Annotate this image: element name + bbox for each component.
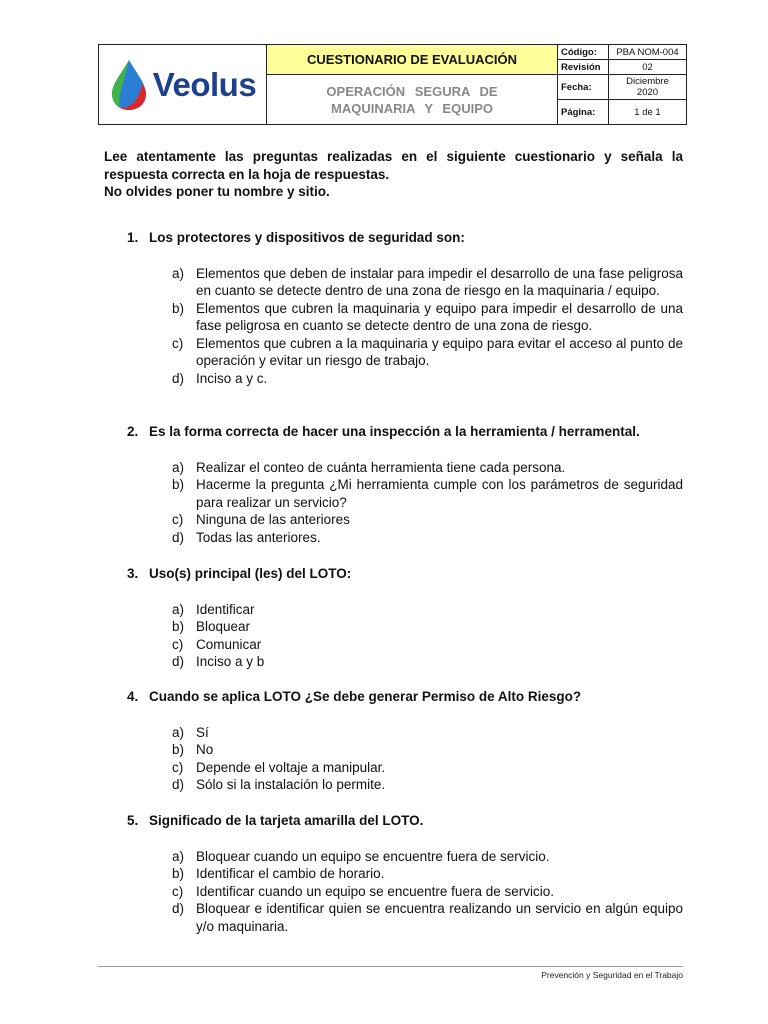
- option-text: Sí: [196, 724, 209, 740]
- pagina-label: Página:: [558, 100, 609, 124]
- option-text: Inciso a y b: [196, 654, 265, 669]
- document-metadata: [558, 45, 686, 124]
- option-b: [172, 618, 683, 636]
- fecha-value: [609, 75, 686, 99]
- question-number: 3.: [127, 566, 139, 581]
- options-list: [127, 265, 683, 388]
- question-3: [127, 565, 683, 671]
- question-text: Es la forma correcta de hacer una inspección a la herramienta / herramental.: [149, 424, 640, 439]
- option-text: Hacerme la pregunta ¿Mi herramienta cumple con los parámetros de seguridad para realizar un servicio?: [196, 477, 683, 510]
- question-number: 5.: [127, 813, 139, 828]
- option-c: [172, 759, 683, 777]
- option-letter: c): [172, 335, 184, 351]
- option-letter: b): [172, 619, 185, 634]
- question-title: [127, 812, 683, 830]
- question-title: [127, 565, 683, 583]
- option-a: [172, 724, 683, 742]
- option-a: [172, 459, 683, 477]
- revision-label: Revisión: [558, 60, 609, 74]
- option-text: Depende el voltaje a manipular.: [196, 759, 386, 775]
- option-a: [172, 848, 683, 866]
- codigo-value: PBA NOM-004: [616, 46, 679, 58]
- instructions: [104, 148, 683, 201]
- option-a: [172, 265, 683, 300]
- fecha-year: 2020: [636, 87, 659, 98]
- meta-revision: [558, 60, 686, 75]
- option-a: [172, 601, 683, 619]
- option-letter: b): [172, 742, 185, 757]
- option-c: [172, 883, 683, 901]
- question-number: 2.: [127, 424, 139, 439]
- footer-text: Prevención y Seguridad en el Trabajo: [541, 970, 683, 980]
- option-text: Identificar cuando un equipo se encuentre fuera de servicio.: [196, 883, 554, 899]
- option-d: [172, 529, 683, 547]
- document-title: CUESTIONARIO DE EVALUACIÓN: [267, 45, 557, 75]
- question-2: [127, 423, 683, 546]
- option-letter: b): [172, 477, 185, 492]
- option-letter: a): [172, 459, 185, 475]
- option-text: Comunicar: [196, 636, 262, 652]
- option-letter: d): [172, 901, 185, 916]
- question-4: [127, 688, 683, 794]
- option-b: [172, 476, 683, 511]
- question-1: [127, 229, 683, 387]
- question-text: Cuando se aplica LOTO ¿Se debe generar Permiso de Alto Riesgo?: [149, 689, 582, 704]
- option-b: [172, 300, 683, 335]
- options-list: [127, 724, 683, 794]
- question-text: Significado de la tarjeta amarilla del LOTO.: [149, 813, 424, 828]
- subtitle-line-2: MAQUINARIA Y EQUIPO: [330, 100, 493, 116]
- option-d: [172, 900, 683, 935]
- option-letter: c): [172, 636, 184, 652]
- option-letter: d): [172, 529, 185, 545]
- meta-pagina: [558, 100, 686, 124]
- question-title: [127, 688, 683, 706]
- option-text: Bloquear cuando un equipo se encuentre fuera de servicio.: [196, 848, 550, 864]
- instructions-line-2: No olvides poner tu nombre y sitio.: [104, 184, 330, 199]
- logo: [99, 45, 267, 124]
- question-number: 1.: [127, 230, 139, 245]
- option-letter: c): [172, 883, 184, 899]
- option-letter: d): [172, 370, 185, 386]
- meta-fecha: [558, 75, 686, 100]
- option-c: [172, 335, 683, 370]
- option-text: Inciso a y c.: [196, 370, 268, 386]
- option-letter: d): [172, 777, 185, 792]
- title-cell: [267, 45, 558, 124]
- fecha-month: Diciembre: [626, 76, 669, 87]
- option-text: Identificar: [196, 601, 255, 617]
- fecha-label: Fecha:: [558, 75, 609, 99]
- option-text: Bloquear e identificar quien se encuentra realizando un servicio en algún equipo y/o maquinaria.: [196, 901, 683, 934]
- option-text: Realizar el conteo de cuánta herramienta tiene cada persona.: [196, 459, 566, 475]
- option-text: Todas las anteriores.: [196, 529, 321, 545]
- option-d: [172, 776, 683, 794]
- option-letter: a): [172, 848, 185, 864]
- option-text: Elementos que cubren a la maquinaria y equipo para evitar el acceso al punto de operación y evitar un riesgo de trabajo.: [196, 335, 683, 368]
- question-title: [127, 229, 683, 247]
- question-number: 4.: [127, 689, 139, 704]
- option-letter: a): [172, 601, 185, 617]
- question-text: Uso(s) principal (les) del LOTO:: [149, 566, 352, 581]
- option-d: [172, 370, 683, 388]
- options-list: [127, 459, 683, 547]
- meta-codigo: [558, 45, 686, 60]
- document-subtitle: [267, 75, 557, 124]
- revision-value: 02: [642, 61, 653, 73]
- option-letter: c): [172, 512, 184, 527]
- option-text: Elementos que deben de instalar para impedir el desarrollo de una fase peligrosa en cuanto se detecte dentro de una zona de riesgo en la maquinaria / equipo.: [196, 265, 683, 298]
- options-list: [127, 848, 683, 936]
- document-header: [98, 44, 687, 125]
- instructions-line-1: Lee atentamente las preguntas realizadas en el siguiente cuestionario y señala la respuesta correcta en la hoja de respuestas.: [104, 149, 683, 182]
- option-letter: d): [172, 654, 185, 669]
- question-text: Los protectores y dispositivos de seguridad son:: [149, 230, 465, 245]
- option-c: [172, 511, 683, 529]
- option-letter: a): [172, 724, 185, 740]
- footer-divider: [98, 966, 683, 967]
- option-text: Elementos que cubren la maquinaria y equipo para impedir el desarrollo de una fase peligrosa en cuanto se detecte dentro de una zona de riesgo.: [196, 300, 683, 333]
- option-d: [172, 653, 683, 671]
- option-text: Sólo si la instalación lo permite.: [196, 777, 386, 792]
- pagina-value: 1 de 1: [634, 106, 661, 118]
- option-text: No: [196, 742, 214, 757]
- option-text: Ninguna de las anteriores: [196, 512, 350, 527]
- options-list: [127, 601, 683, 671]
- option-letter: a): [172, 265, 185, 281]
- option-letter: c): [172, 759, 184, 775]
- option-letter: b): [172, 866, 185, 881]
- question-5: [127, 812, 683, 935]
- water-drop-logo-icon: [109, 58, 149, 112]
- option-text: Bloquear: [196, 619, 251, 634]
- subtitle-line-1: OPERACIÓN SEGURA DE: [326, 83, 498, 99]
- option-text: Identificar el cambio de horario.: [196, 866, 385, 881]
- option-letter: b): [172, 300, 185, 316]
- logo-wordmark: Veolus: [152, 65, 257, 103]
- option-b: [172, 865, 683, 883]
- question-title: [127, 423, 683, 441]
- codigo-label: Código:: [558, 45, 609, 59]
- option-c: [172, 636, 683, 654]
- option-b: [172, 741, 683, 759]
